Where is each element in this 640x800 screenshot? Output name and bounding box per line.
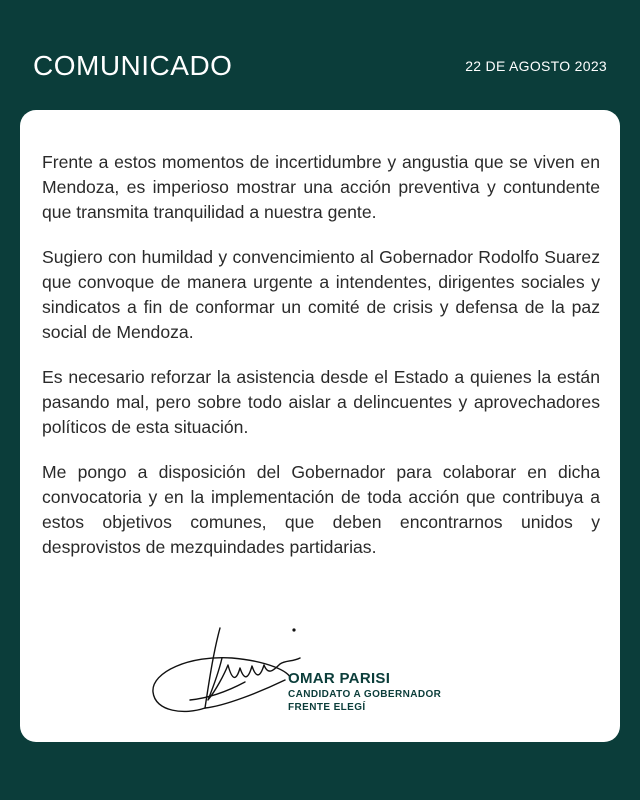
statement-card xyxy=(20,110,620,742)
signer-name: OMAR PARISI xyxy=(288,670,391,687)
handwritten-signature xyxy=(150,620,310,720)
paragraph-3: Es necesario reforzar la asistencia desde el Estado a quienes la están pasando mal, pero sobre todo aislar a delincuentes y aprovechadores políticos de esta situación. xyxy=(42,367,600,437)
signer-info xyxy=(288,670,441,714)
paragraph-1: Frente a estos momentos de incertidumbre y angustia que se viven en Mendoza, es imperioso mostrar una acción preventiva y contundente que transmita tranquilidad a nuestra gente. xyxy=(42,152,600,222)
signer-party: FRENTE ELEGÍ xyxy=(288,702,366,713)
header xyxy=(33,50,607,82)
page-title: COMUNICADO xyxy=(33,50,233,81)
paragraph-2: Sugiero con humildad y convencimiento al Gobernador Rodolfo Suarez que convoque de manera urgente a intendentes, dirigentes sociales y sindicatos a fin de conformar un comité de crisis y defensa de la paz social de Mendoza. xyxy=(42,247,600,342)
signer-role: CANDIDATO A GOBERNADOR xyxy=(288,689,442,700)
signature-block xyxy=(150,620,470,720)
date-label: 22 DE AGOSTO 2023 xyxy=(465,58,607,74)
paragraph-4: Me pongo a disposición del Gobernador para colaborar en dicha convocatoria y en la implementación de toda acción que contribuya a estos objetivos comunes, que deben encontrarnos unidos y desprovistos de mezquindades partidarias. xyxy=(42,462,600,557)
